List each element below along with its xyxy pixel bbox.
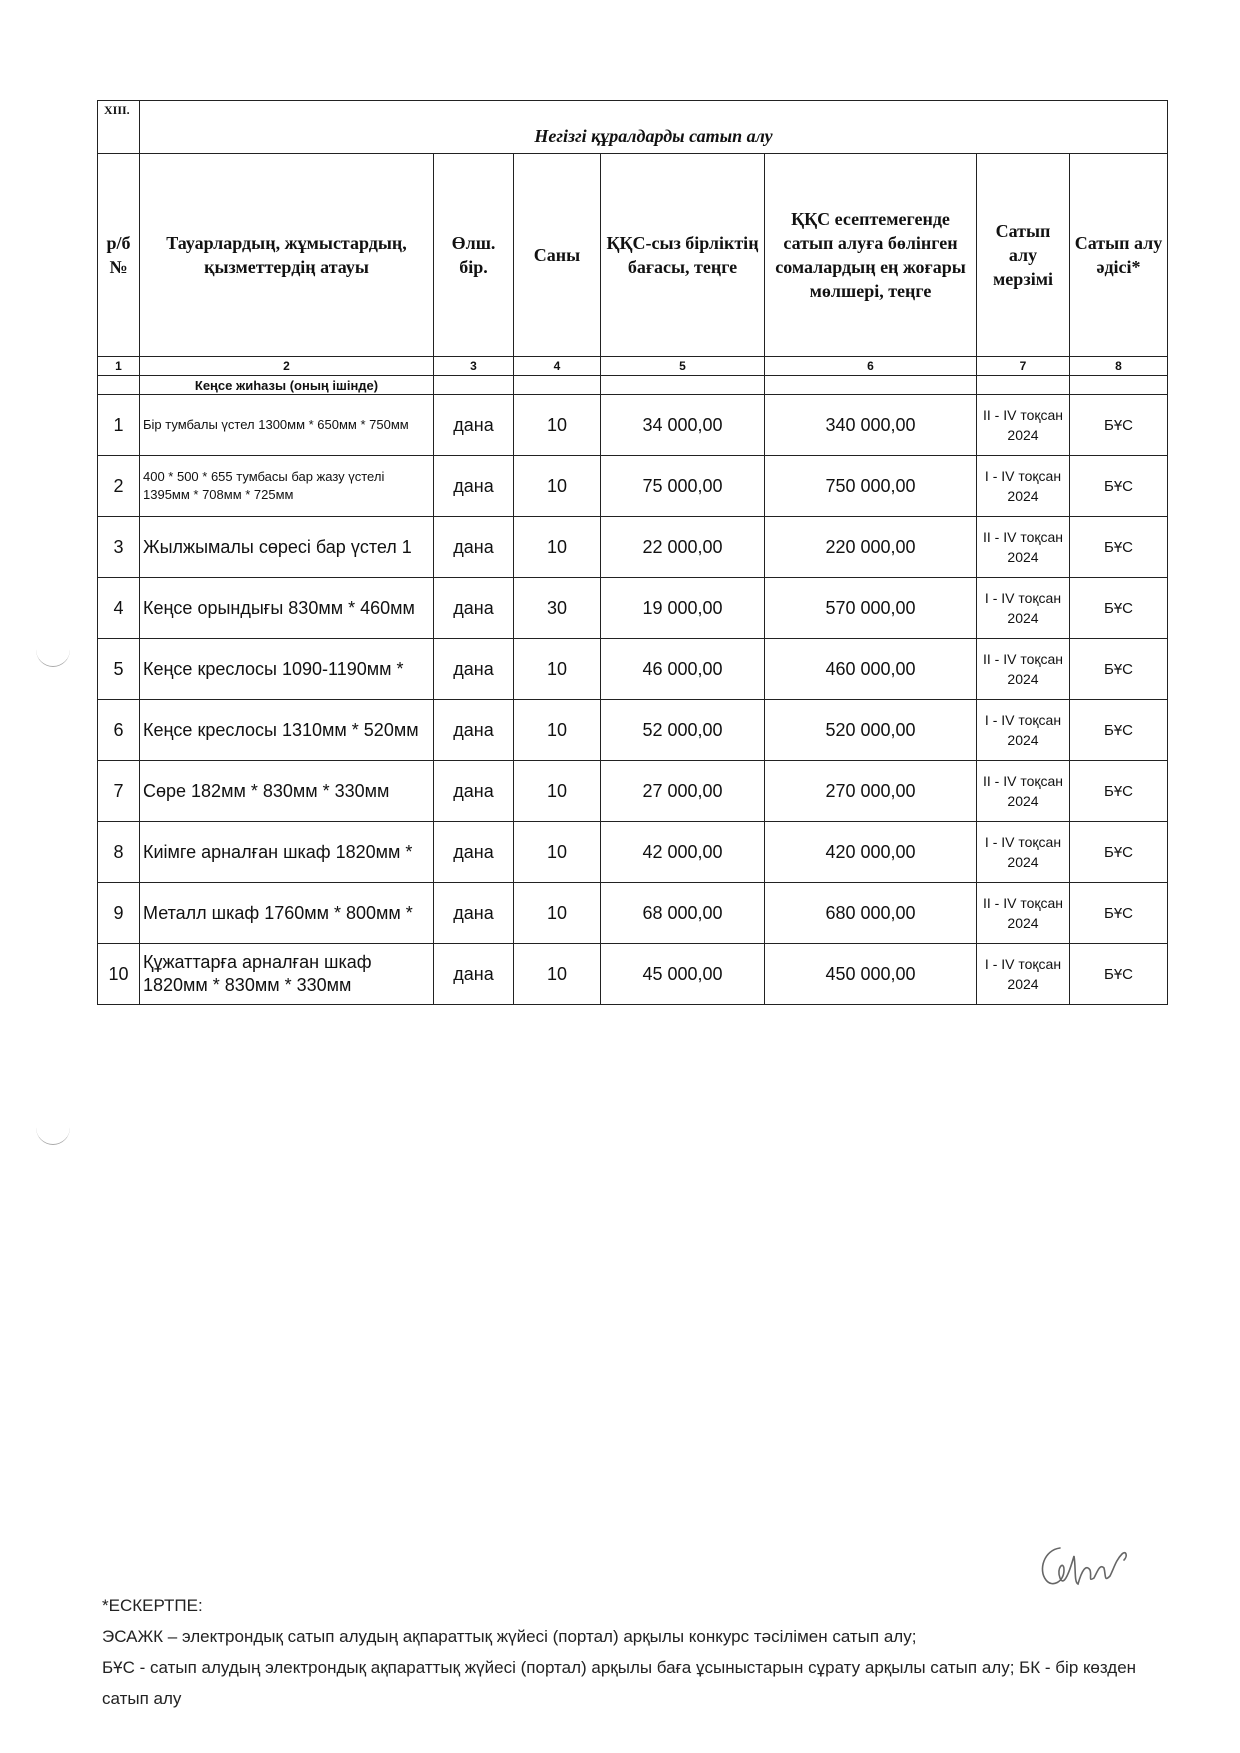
footnotes: [102, 1590, 1142, 1714]
quantity-cell: 10: [514, 456, 601, 517]
row-number: 5: [98, 639, 140, 700]
total-amount-cell: 680 000,00: [765, 883, 977, 944]
empty-cell: [434, 376, 514, 395]
period-cell: II - IV тоқсан 2024: [977, 761, 1070, 822]
unit-cell: дана: [434, 761, 514, 822]
item-name: Кеңсе креслосы 1090-1190мм *: [140, 639, 434, 700]
method-cell: БҰС: [1070, 517, 1168, 578]
unit-cell: дана: [434, 944, 514, 1005]
unit-cell: дана: [434, 517, 514, 578]
method-cell: БҰС: [1070, 944, 1168, 1005]
item-name: Сөре 182мм * 830мм * 330мм: [140, 761, 434, 822]
section-title: Негізгі құралдарды сатып алу: [140, 101, 1168, 154]
unit-price-cell: 46 000,00: [601, 639, 765, 700]
header-method: Сатып алу әдісі*: [1070, 154, 1168, 357]
period-cell: I - IV тоқсан 2024: [977, 944, 1070, 1005]
method-cell: БҰС: [1070, 456, 1168, 517]
column-number: 3: [434, 357, 514, 376]
total-amount-cell: 340 000,00: [765, 395, 977, 456]
header-qty: Саны: [514, 154, 601, 357]
row-number: 2: [98, 456, 140, 517]
column-number: 6: [765, 357, 977, 376]
unit-price-cell: 45 000,00: [601, 944, 765, 1005]
table-row: [98, 517, 1168, 578]
header-name: Тауарлардың, жұмыстардың, қызметтердің атауы: [140, 154, 434, 357]
item-name: 400 * 500 * 655 тумбасы бар жазу үстелі 1395мм * 708мм * 725мм: [140, 456, 434, 517]
header-price: ҚҚС-сыз бірліктің бағасы, теңге: [601, 154, 765, 357]
total-amount-cell: 460 000,00: [765, 639, 977, 700]
column-number: 7: [977, 357, 1070, 376]
empty-cell: [765, 376, 977, 395]
unit-cell: дана: [434, 639, 514, 700]
method-cell: БҰС: [1070, 578, 1168, 639]
group-row: [98, 376, 1168, 395]
column-number: 1: [98, 357, 140, 376]
row-number: 8: [98, 822, 140, 883]
quantity-cell: 10: [514, 517, 601, 578]
row-number: 4: [98, 578, 140, 639]
empty-cell: [977, 376, 1070, 395]
empty-cell: [98, 376, 140, 395]
quantity-cell: 10: [514, 761, 601, 822]
table-row: [98, 944, 1168, 1005]
period-cell: I - IV тоқсан 2024: [977, 456, 1070, 517]
row-number: 1: [98, 395, 140, 456]
unit-price-cell: 34 000,00: [601, 395, 765, 456]
unit-price-cell: 42 000,00: [601, 822, 765, 883]
unit-cell: дана: [434, 578, 514, 639]
unit-price-cell: 52 000,00: [601, 700, 765, 761]
method-cell: БҰС: [1070, 395, 1168, 456]
item-name: Киімге арналған шкаф 1820мм *: [140, 822, 434, 883]
column-number: 5: [601, 357, 765, 376]
row-number: 3: [98, 517, 140, 578]
total-amount-cell: 450 000,00: [765, 944, 977, 1005]
total-amount-cell: 570 000,00: [765, 578, 977, 639]
unit-cell: дана: [434, 700, 514, 761]
table-row: [98, 761, 1168, 822]
item-name: Кеңсе креслосы 1310мм * 520мм: [140, 700, 434, 761]
item-name: Жылжымалы сөресі бар үстел 1: [140, 517, 434, 578]
section-header-row: [98, 101, 1168, 154]
period-cell: II - IV тоқсан 2024: [977, 883, 1070, 944]
row-number: 9: [98, 883, 140, 944]
unit-price-cell: 27 000,00: [601, 761, 765, 822]
header-period: Сатып алу мерзімі: [977, 154, 1070, 357]
quantity-cell: 10: [514, 639, 601, 700]
column-number: 8: [1070, 357, 1168, 376]
quantity-cell: 10: [514, 822, 601, 883]
period-cell: II - IV тоқсан 2024: [977, 639, 1070, 700]
punch-hole-mark: [36, 632, 70, 667]
period-cell: II - IV тоқсан 2024: [977, 517, 1070, 578]
period-cell: I - IV тоқсан 2024: [977, 700, 1070, 761]
quantity-cell: 10: [514, 944, 601, 1005]
unit-cell: дана: [434, 883, 514, 944]
empty-cell: [601, 376, 765, 395]
column-number: 4: [514, 357, 601, 376]
unit-price-cell: 22 000,00: [601, 517, 765, 578]
unit-price-cell: 68 000,00: [601, 883, 765, 944]
method-cell: БҰС: [1070, 883, 1168, 944]
unit-cell: дана: [434, 456, 514, 517]
table-row: [98, 822, 1168, 883]
quantity-cell: 10: [514, 700, 601, 761]
column-header-row: [98, 154, 1168, 357]
unit-cell: дана: [434, 822, 514, 883]
quantity-cell: 10: [514, 883, 601, 944]
period-cell: II - IV тоқсан 2024: [977, 395, 1070, 456]
table-row: [98, 578, 1168, 639]
total-amount-cell: 520 000,00: [765, 700, 977, 761]
item-name: Кеңсе орындығы 830мм * 460мм: [140, 578, 434, 639]
quantity-cell: 30: [514, 578, 601, 639]
table-row: [98, 639, 1168, 700]
method-cell: БҰС: [1070, 761, 1168, 822]
table-row: [98, 395, 1168, 456]
header-unit: Өлш. бір.: [434, 154, 514, 357]
total-amount-cell: 750 000,00: [765, 456, 977, 517]
total-amount-cell: 220 000,00: [765, 517, 977, 578]
table-row: [98, 700, 1168, 761]
section-number: XIII.: [98, 101, 140, 154]
item-name: Металл шкаф 1760мм * 800мм *: [140, 883, 434, 944]
table-row: [98, 883, 1168, 944]
notes-line: ЭСАЖК – электрондық сатып алудың ақпараттық жүйесі (портал) арқылы конкурс тәсілімен сатып алу;: [102, 1627, 917, 1646]
punch-hole-mark: [36, 1110, 70, 1145]
total-amount-cell: 270 000,00: [765, 761, 977, 822]
method-cell: БҰС: [1070, 700, 1168, 761]
unit-price-cell: 75 000,00: [601, 456, 765, 517]
period-cell: I - IV тоқсан 2024: [977, 578, 1070, 639]
table-row: [98, 456, 1168, 517]
quantity-cell: 10: [514, 395, 601, 456]
notes-line: БҰС - сатып алудың электрондық ақпараттық жүйесі (портал) арқылы баға ұсыныстарын сұрату арқылы сатып алу; БК - бір көзден сатып алу: [102, 1658, 1137, 1708]
row-number: 6: [98, 700, 140, 761]
period-cell: I - IV тоқсан 2024: [977, 822, 1070, 883]
header-num: р/б №: [98, 154, 140, 357]
row-number: 10: [98, 944, 140, 1005]
method-cell: БҰС: [1070, 822, 1168, 883]
column-number-row: [98, 357, 1168, 376]
signature-image: [1030, 1530, 1140, 1600]
empty-cell: [1070, 376, 1168, 395]
row-number: 7: [98, 761, 140, 822]
item-name: Құжаттарға арналған шкаф 1820мм * 830мм * 330мм: [140, 944, 434, 1005]
header-amount: ҚҚС есептемегенде сатып алуға бөлінген сомалардың ең жоғары мөлшері, теңге: [765, 154, 977, 357]
group-label: Кеңсе жиһазы (оның ішінде): [140, 376, 434, 395]
empty-cell: [514, 376, 601, 395]
notes-title: *ЕСКЕРТПЕ:: [102, 1596, 203, 1615]
column-number: 2: [140, 357, 434, 376]
procurement-table: [97, 100, 1168, 1005]
unit-cell: дана: [434, 395, 514, 456]
item-name: Бір тумбалы үстел 1300мм * 650мм * 750мм: [140, 395, 434, 456]
method-cell: БҰС: [1070, 639, 1168, 700]
unit-price-cell: 19 000,00: [601, 578, 765, 639]
total-amount-cell: 420 000,00: [765, 822, 977, 883]
